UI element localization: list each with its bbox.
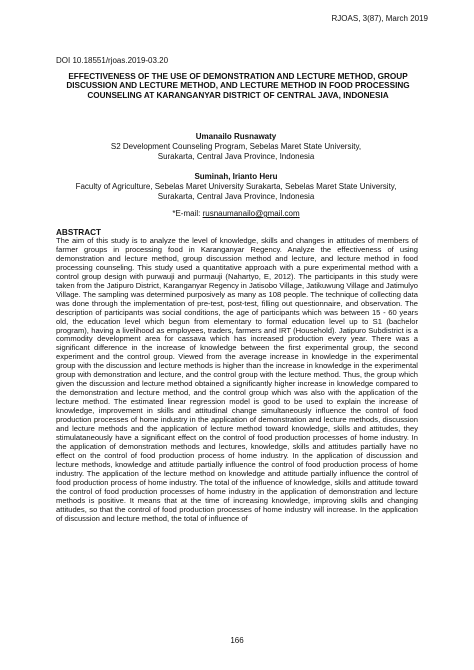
affiliation-line: Surakarta, Central Java Province, Indonesia — [157, 151, 315, 161]
journal-header: RJOAS, 3(87), March 2019 — [331, 14, 428, 23]
abstract-body: The aim of this study is to analyze the level of knowledge, skills and changes in attitudes of members of farmer groups in processing food in Karanganyar Regency. Analyze the effectiveness of using demonstration and lecture method, group discussion method and lecture, and lecture method in food processing counseling. This study used a quantitative approach with a pure experimental method with a control group design with purwauji and purmauji (Nahartyo, E, 2012). The participants in this study were taken from the Jatipuro District, Karanganyar Regency in Jatisobo Village, Jatikuwung Village and Jatimulyo Village. The sampling was determined purposively as many as 108 people. The technique of collecting data was done through the implementation of pre-test, post-test, filling out questionnaire, and observation. The description of participants was social conditions, the age of participants which was between 15 - 60 years old, the education level which begun from elementary to formal education level up to S1 (bachelor program), having a livelihood as employees, traders, farmers and IRT (Household). Jatipuro Subdistrict is a commodity development area for cassava which has increased production every year. There was a significant difference in the increase of knowledge between the first experimental group, the second experiment and the control group. Viewed from the average increase in knowledge in the experimental group with the discussion and lecture methods is higher than the increase in knowledge in the experimental group with demonstration and lecture, and the control group with the lecture method. Thus, the group which given the discussion and lecture method obtained a significantly higher increase in knowledge compared to the demonstration and lecture method, and the control group which was also with the application of the lecture method. The estimated linear regression model is good to be used to explain the increase of knowledge, improvement in skills and attitudinal change simultaneously influence the control of food production processes of home industry in the application of demonstration and lecture methods, discussion and lecture methods and the application of lecture method toward knowledge, skills and attitudes, they stimulataneously have a significant effect on the control of food production processes of home industry. In the application of demonstration methods and lectures, knowledge, skills and attitudes partially have no effect on the control of food production process of home industry. In the application of discussion and lecture methods, knowledge and attitude partially influence the control of food production process of home industry. The application of the lecture method on knowledge and attitude partially influence the control of food production process of home industry. The total of the influence of knowledge, skills and attitude toward the control of food production processes of home industry in the application of demonstration and lecture methods is positive. It means that at the time of increasing knowledge, improving skills and changing attitudes, so that the control of food production processes of home industry will increase. In the application of discussion and lecture method, the total of influence of — [56, 236, 418, 523]
email-link[interactable]: rusnaumanailo@gmail.com — [202, 209, 300, 218]
affiliation-line: Surakarta, Central Java Province, Indonesia — [157, 191, 315, 201]
page-number: 166 — [230, 636, 244, 645]
affiliation-line: Faculty of Agriculture, Sebelas Maret University Surakarta, Sebelas Maret State University, — [75, 181, 397, 191]
author-name: Umanailo Rusnawaty — [195, 132, 277, 141]
email-line — [56, 209, 416, 218]
paper-title: EFFECTIVENESS OF THE USE OF DEMONSTRATION AND LECTURE METHOD, GROUP DISCUSSION AND LECTURE METHOD, AND LECTURE METHOD IN FOOD PROCESSING COUNSELING AT KARANGANYAR DISTRICT OF CENTRAL JAVA, INDONESIA — [66, 72, 410, 100]
author-name: Suminah, Irianto Heru — [194, 172, 278, 181]
abstract-heading: ABSTRACT — [56, 228, 102, 237]
author-block-2 — [56, 172, 416, 201]
author-block-1 — [56, 132, 416, 161]
affiliation-line: S2 Development Counseling Program, Sebelas Maret State University, — [110, 141, 362, 151]
email-label: *E-mail: — [172, 209, 201, 218]
doi: DOI 10.18551/rjoas.2019-03.20 — [56, 56, 169, 65]
